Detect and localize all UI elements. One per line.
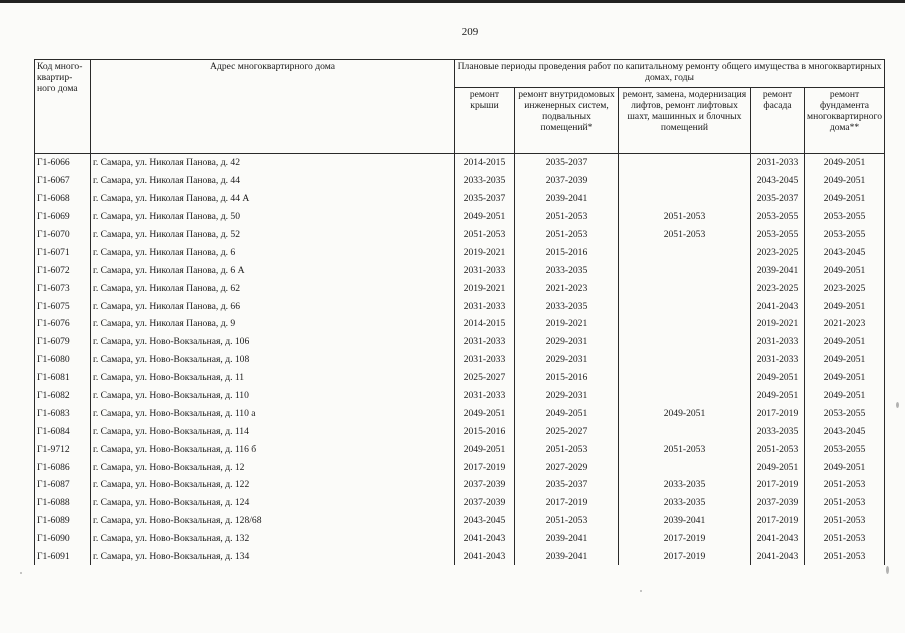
header-periods-group: Плановые периоды проведения работ по капитальному ремонту общего имущества в многоквартирных домах, годы bbox=[455, 60, 885, 88]
header-facade: ремонт фасада bbox=[751, 88, 805, 154]
table-body bbox=[35, 154, 885, 566]
cell-roof: 2031-2033 bbox=[455, 351, 515, 369]
cell-facade: 2031-2033 bbox=[751, 333, 805, 351]
table-row bbox=[35, 512, 885, 530]
cell-roof: 2019-2021 bbox=[455, 279, 515, 297]
cell-roof: 2041-2043 bbox=[455, 548, 515, 566]
cell-roof: 2031-2033 bbox=[455, 333, 515, 351]
cell-roof: 2031-2033 bbox=[455, 297, 515, 315]
cell-foundation: 2049-2051 bbox=[805, 190, 885, 208]
cell-facade: 2031-2033 bbox=[751, 154, 805, 172]
cell-foundation: 2023-2025 bbox=[805, 279, 885, 297]
header-address: Адрес многоквартирного дома bbox=[91, 60, 455, 154]
cell-systems: 2051-2053 bbox=[515, 208, 619, 226]
cell-code: Г1-6091 bbox=[35, 548, 91, 566]
cell-systems: 2029-2031 bbox=[515, 351, 619, 369]
cell-address: г. Самара, ул. Николая Панова, д. 44 bbox=[91, 172, 455, 190]
cell-systems: 2033-2035 bbox=[515, 261, 619, 279]
header-lifts: ремонт, замена, модернизация лифтов, ремонт лифтовых шахт, машинных и блочных помещений bbox=[619, 88, 751, 154]
cell-facade: 2031-2033 bbox=[751, 351, 805, 369]
cell-systems: 2035-2037 bbox=[515, 154, 619, 172]
cell-foundation: 2049-2051 bbox=[805, 458, 885, 476]
cell-systems: 2037-2039 bbox=[515, 172, 619, 190]
cell-facade: 2023-2025 bbox=[751, 243, 805, 261]
cell-facade: 2037-2039 bbox=[751, 494, 805, 512]
cell-foundation: 2051-2053 bbox=[805, 530, 885, 548]
cell-address: г. Самара, ул. Ново-Вокзальная, д. 122 bbox=[91, 476, 455, 494]
scan-speck bbox=[896, 402, 899, 408]
cell-foundation: 2051-2053 bbox=[805, 548, 885, 566]
page-number: 209 bbox=[461, 26, 479, 38]
cell-facade: 2033-2035 bbox=[751, 422, 805, 440]
table-row bbox=[35, 243, 885, 261]
cell-code: Г1-6076 bbox=[35, 315, 91, 333]
cell-foundation: 2043-2045 bbox=[805, 243, 885, 261]
cell-facade: 2017-2019 bbox=[751, 404, 805, 422]
cell-facade: 2041-2043 bbox=[751, 548, 805, 566]
cell-code: Г1-6070 bbox=[35, 226, 91, 244]
cell-lifts bbox=[619, 243, 751, 261]
cell-lifts: 2017-2019 bbox=[619, 548, 751, 566]
cell-facade: 2049-2051 bbox=[751, 369, 805, 387]
cell-foundation: 2049-2051 bbox=[805, 369, 885, 387]
header-foundation: ремонт фундамента многоквартирного дома** bbox=[805, 88, 885, 154]
cell-facade: 2053-2055 bbox=[751, 226, 805, 244]
cell-address: г. Самара, ул. Ново-Вокзальная, д. 116 б bbox=[91, 440, 455, 458]
table-row bbox=[35, 333, 885, 351]
cell-lifts: 2017-2019 bbox=[619, 530, 751, 548]
cell-roof: 2033-2035 bbox=[455, 172, 515, 190]
cell-code: Г1-6066 bbox=[35, 154, 91, 172]
cell-systems: 2029-2031 bbox=[515, 333, 619, 351]
table-row bbox=[35, 440, 885, 458]
cell-systems: 2051-2053 bbox=[515, 512, 619, 530]
cell-systems: 2051-2053 bbox=[515, 226, 619, 244]
cell-lifts bbox=[619, 387, 751, 405]
cell-address: г. Самара, ул. Николая Панова, д. 50 bbox=[91, 208, 455, 226]
cell-systems: 2015-2016 bbox=[515, 369, 619, 387]
cell-facade: 2023-2025 bbox=[751, 279, 805, 297]
cell-facade: 2051-2053 bbox=[751, 440, 805, 458]
cell-facade: 2019-2021 bbox=[751, 315, 805, 333]
cell-foundation: 2049-2051 bbox=[805, 297, 885, 315]
cell-address: г. Самара, ул. Николая Панова, д. 6 bbox=[91, 243, 455, 261]
cell-systems: 2029-2031 bbox=[515, 387, 619, 405]
header-roof: ремонт крыши bbox=[455, 88, 515, 154]
cell-code: Г1-6067 bbox=[35, 172, 91, 190]
cell-code: Г1-6068 bbox=[35, 190, 91, 208]
table-row bbox=[35, 422, 885, 440]
table-row bbox=[35, 226, 885, 244]
cell-lifts: 2033-2035 bbox=[619, 476, 751, 494]
cell-roof: 2049-2051 bbox=[455, 404, 515, 422]
cell-lifts bbox=[619, 351, 751, 369]
cell-systems: 2051-2053 bbox=[515, 440, 619, 458]
cell-lifts bbox=[619, 172, 751, 190]
cell-address: г. Самара, ул. Ново-Вокзальная, д. 110 а bbox=[91, 404, 455, 422]
cell-lifts bbox=[619, 261, 751, 279]
cell-roof: 2051-2053 bbox=[455, 226, 515, 244]
cell-roof: 2014-2015 bbox=[455, 154, 515, 172]
cell-lifts bbox=[619, 297, 751, 315]
cell-lifts bbox=[619, 190, 751, 208]
cell-roof: 2025-2027 bbox=[455, 369, 515, 387]
header-systems: ремонт внутридомовых инженерных систем, подвальных помещений* bbox=[515, 88, 619, 154]
table-row bbox=[35, 548, 885, 566]
cell-roof: 2019-2021 bbox=[455, 243, 515, 261]
cell-code: Г1-6088 bbox=[35, 494, 91, 512]
cell-code: Г1-6072 bbox=[35, 261, 91, 279]
cell-foundation: 2053-2055 bbox=[805, 404, 885, 422]
cell-address: г. Самара, ул. Ново-Вокзальная, д. 106 bbox=[91, 333, 455, 351]
cell-facade: 2041-2043 bbox=[751, 530, 805, 548]
cell-foundation: 2053-2055 bbox=[805, 440, 885, 458]
cell-roof: 2017-2019 bbox=[455, 458, 515, 476]
cell-address: г. Самара, ул. Николая Панова, д. 66 bbox=[91, 297, 455, 315]
cell-systems: 2035-2037 bbox=[515, 476, 619, 494]
cell-lifts bbox=[619, 333, 751, 351]
table-row bbox=[35, 154, 885, 172]
cell-address: г. Самара, ул. Николая Панова, д. 6 А bbox=[91, 261, 455, 279]
cell-code: Г1-6086 bbox=[35, 458, 91, 476]
top-border-line bbox=[0, 0, 905, 3]
cell-facade: 2017-2019 bbox=[751, 512, 805, 530]
cell-roof: 2049-2051 bbox=[455, 440, 515, 458]
table-row bbox=[35, 369, 885, 387]
cell-facade: 2017-2019 bbox=[751, 476, 805, 494]
capital-repair-table bbox=[34, 59, 885, 565]
cell-code: Г1-6089 bbox=[35, 512, 91, 530]
cell-code: Г1-6080 bbox=[35, 351, 91, 369]
cell-systems: 2033-2035 bbox=[515, 297, 619, 315]
cell-address: г. Самара, ул. Ново-Вокзальная, д. 12 bbox=[91, 458, 455, 476]
cell-code: Г1-6090 bbox=[35, 530, 91, 548]
table-row bbox=[35, 208, 885, 226]
table-row bbox=[35, 458, 885, 476]
table-row bbox=[35, 476, 885, 494]
cell-address: г. Самара, ул. Николая Панова, д. 62 bbox=[91, 279, 455, 297]
cell-code: Г1-6083 bbox=[35, 404, 91, 422]
table-row bbox=[35, 297, 885, 315]
scan-speck bbox=[886, 566, 889, 574]
cell-address: г. Самара, ул. Николая Панова, д. 44 А bbox=[91, 190, 455, 208]
cell-foundation: 2051-2053 bbox=[805, 494, 885, 512]
cell-lifts bbox=[619, 458, 751, 476]
table-row bbox=[35, 172, 885, 190]
cell-roof: 2035-2037 bbox=[455, 190, 515, 208]
cell-lifts bbox=[619, 315, 751, 333]
cell-foundation: 2043-2045 bbox=[805, 422, 885, 440]
cell-address: г. Самара, ул. Ново-Вокзальная, д. 134 bbox=[91, 548, 455, 566]
table-row bbox=[35, 190, 885, 208]
cell-facade: 2039-2041 bbox=[751, 261, 805, 279]
cell-roof: 2037-2039 bbox=[455, 476, 515, 494]
cell-lifts: 2051-2053 bbox=[619, 226, 751, 244]
cell-code: Г1-6087 bbox=[35, 476, 91, 494]
cell-systems: 2039-2041 bbox=[515, 530, 619, 548]
cell-facade: 2043-2045 bbox=[751, 172, 805, 190]
cell-foundation: 2049-2051 bbox=[805, 261, 885, 279]
scan-speck bbox=[20, 572, 22, 574]
cell-address: г. Самара, ул. Николая Панова, д. 9 bbox=[91, 315, 455, 333]
cell-roof: 2014-2015 bbox=[455, 315, 515, 333]
cell-code: Г1-6075 bbox=[35, 297, 91, 315]
cell-roof: 2031-2033 bbox=[455, 387, 515, 405]
cell-roof: 2037-2039 bbox=[455, 494, 515, 512]
cell-address: г. Самара, ул. Ново-Вокзальная, д. 11 bbox=[91, 369, 455, 387]
cell-roof: 2041-2043 bbox=[455, 530, 515, 548]
cell-code: Г1-6081 bbox=[35, 369, 91, 387]
cell-systems: 2049-2051 bbox=[515, 404, 619, 422]
cell-lifts: 2033-2035 bbox=[619, 494, 751, 512]
cell-systems: 2021-2023 bbox=[515, 279, 619, 297]
cell-address: г. Самара, ул. Ново-Вокзальная, д. 132 bbox=[91, 530, 455, 548]
cell-facade: 2035-2037 bbox=[751, 190, 805, 208]
cell-code: Г1-9712 bbox=[35, 440, 91, 458]
cell-address: г. Самара, ул. Ново-Вокзальная, д. 108 bbox=[91, 351, 455, 369]
cell-roof: 2049-2051 bbox=[455, 208, 515, 226]
cell-facade: 2041-2043 bbox=[751, 297, 805, 315]
cell-address: г. Самара, ул. Ново-Вокзальная, д. 128/68 bbox=[91, 512, 455, 530]
scan-speck bbox=[640, 590, 642, 592]
cell-foundation: 2049-2051 bbox=[805, 387, 885, 405]
cell-foundation: 2051-2053 bbox=[805, 512, 885, 530]
cell-roof: 2031-2033 bbox=[455, 261, 515, 279]
cell-roof: 2015-2016 bbox=[455, 422, 515, 440]
cell-facade: 2049-2051 bbox=[751, 458, 805, 476]
cell-address: г. Самара, ул. Николая Панова, д. 42 bbox=[91, 154, 455, 172]
cell-systems: 2027-2029 bbox=[515, 458, 619, 476]
cell-systems: 2015-2016 bbox=[515, 243, 619, 261]
cell-address: г. Самара, ул. Николая Панова, д. 52 bbox=[91, 226, 455, 244]
cell-systems: 2025-2027 bbox=[515, 422, 619, 440]
table-row bbox=[35, 387, 885, 405]
cell-code: Г1-6073 bbox=[35, 279, 91, 297]
cell-code: Г1-6071 bbox=[35, 243, 91, 261]
cell-facade: 2053-2055 bbox=[751, 208, 805, 226]
header-code: Код много-квартир-ного дома bbox=[35, 60, 91, 154]
cell-lifts bbox=[619, 154, 751, 172]
cell-address: г. Самара, ул. Ново-Вокзальная, д. 114 bbox=[91, 422, 455, 440]
cell-lifts bbox=[619, 369, 751, 387]
table-row bbox=[35, 279, 885, 297]
table-row bbox=[35, 351, 885, 369]
cell-address: г. Самара, ул. Ново-Вокзальная, д. 110 bbox=[91, 387, 455, 405]
table-row bbox=[35, 315, 885, 333]
cell-systems: 2039-2041 bbox=[515, 548, 619, 566]
cell-systems: 2019-2021 bbox=[515, 315, 619, 333]
cell-foundation: 2049-2051 bbox=[805, 351, 885, 369]
cell-address: г. Самара, ул. Ново-Вокзальная, д. 124 bbox=[91, 494, 455, 512]
cell-lifts: 2039-2041 bbox=[619, 512, 751, 530]
cell-lifts bbox=[619, 422, 751, 440]
table-row bbox=[35, 261, 885, 279]
cell-systems: 2039-2041 bbox=[515, 190, 619, 208]
cell-lifts: 2049-2051 bbox=[619, 404, 751, 422]
table-row bbox=[35, 404, 885, 422]
cell-foundation: 2021-2023 bbox=[805, 315, 885, 333]
cell-code: Г1-6084 bbox=[35, 422, 91, 440]
cell-lifts: 2051-2053 bbox=[619, 208, 751, 226]
cell-foundation: 2053-2055 bbox=[805, 226, 885, 244]
table-row bbox=[35, 494, 885, 512]
cell-foundation: 2049-2051 bbox=[805, 333, 885, 351]
cell-foundation: 2051-2053 bbox=[805, 476, 885, 494]
cell-code: Г1-6082 bbox=[35, 387, 91, 405]
cell-code: Г1-6069 bbox=[35, 208, 91, 226]
cell-code: Г1-6079 bbox=[35, 333, 91, 351]
cell-foundation: 2049-2051 bbox=[805, 172, 885, 190]
cell-facade: 2049-2051 bbox=[751, 387, 805, 405]
cell-foundation: 2053-2055 bbox=[805, 208, 885, 226]
cell-lifts: 2051-2053 bbox=[619, 440, 751, 458]
cell-foundation: 2049-2051 bbox=[805, 154, 885, 172]
cell-systems: 2017-2019 bbox=[515, 494, 619, 512]
cell-lifts bbox=[619, 279, 751, 297]
table-row bbox=[35, 530, 885, 548]
cell-roof: 2043-2045 bbox=[455, 512, 515, 530]
